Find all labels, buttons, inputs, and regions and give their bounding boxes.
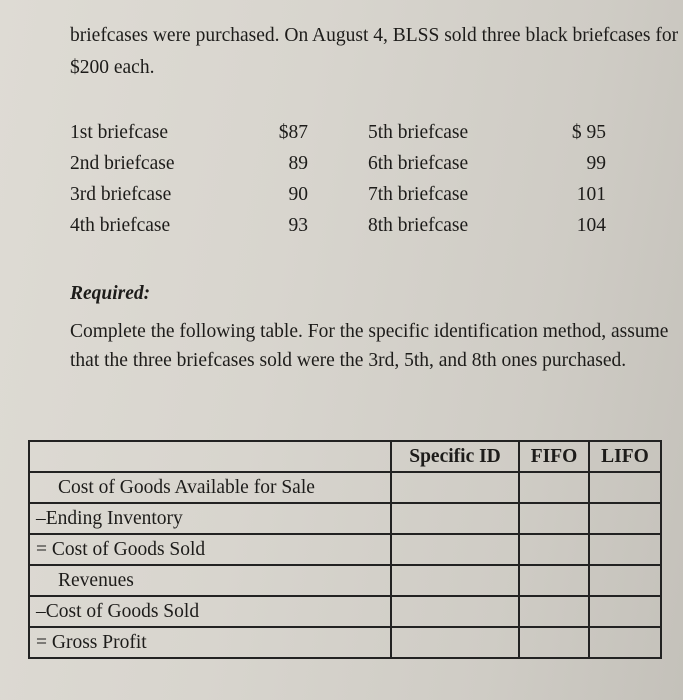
answer-cell[interactable]: [519, 596, 589, 627]
answer-cell[interactable]: [519, 627, 589, 658]
table-row: [29, 627, 661, 658]
table-row: [29, 596, 661, 627]
answer-cell[interactable]: [391, 534, 519, 565]
answer-cell[interactable]: [589, 472, 661, 503]
answer-cell[interactable]: [519, 534, 589, 565]
row-label: Revenues: [29, 565, 391, 596]
briefcase-label: 1st briefcase: [70, 122, 168, 143]
briefcase-label: 6th briefcase: [368, 153, 469, 174]
table-row: [29, 534, 661, 565]
answer-cell[interactable]: [589, 596, 661, 627]
answer-cell[interactable]: [519, 472, 589, 503]
briefcase-label: 7th briefcase: [368, 184, 469, 205]
answer-cell[interactable]: [519, 503, 589, 534]
answer-cell[interactable]: [391, 472, 519, 503]
briefcase-price: 101: [576, 184, 606, 205]
table-row: [29, 472, 661, 503]
row-label: –Cost of Goods Sold: [29, 596, 391, 627]
row-label: –Ending Inventory: [29, 503, 391, 534]
answer-cell[interactable]: [519, 565, 589, 596]
briefcase-price: 99: [586, 153, 606, 174]
header-specific-id: Specific ID: [391, 441, 519, 472]
header-fifo: FIFO: [519, 441, 589, 472]
answer-cell[interactable]: [391, 596, 519, 627]
briefcase-label: 4th briefcase: [70, 215, 171, 236]
row-label: = Gross Profit: [29, 627, 391, 658]
required-heading: Required:: [70, 283, 151, 304]
row-label: = Cost of Goods Sold: [29, 534, 391, 565]
answer-cell[interactable]: [391, 627, 519, 658]
briefcase-price: $ 95: [571, 122, 606, 143]
briefcase-label: 5th briefcase: [368, 122, 469, 143]
answer-cell[interactable]: [391, 565, 519, 596]
briefcase-price: 90: [288, 184, 308, 205]
answer-table: [28, 440, 662, 659]
table-row: [29, 503, 661, 534]
briefcase-price: 93: [288, 215, 308, 236]
table-blank-cell: [29, 441, 391, 472]
answer-cell[interactable]: [589, 627, 661, 658]
required-instructions: Complete the following table. For the specific identification method, assume that the three briefcases sold were the 3rd, 5th, and 8th ones purchased.: [70, 321, 669, 371]
header-lifo: LIFO: [589, 441, 661, 472]
briefcase-label: 2nd briefcase: [70, 153, 175, 174]
briefcase-price: 104: [576, 215, 606, 236]
briefcase-label: 3rd briefcase: [70, 184, 172, 205]
table-header-row: [29, 441, 661, 472]
intro-paragraph: briefcases were purchased. On August 4, BLSS sold three black briefcases for $200 each.: [70, 25, 679, 78]
answer-cell[interactable]: [589, 503, 661, 534]
briefcase-price: $87: [278, 122, 308, 143]
row-label: Cost of Goods Available for Sale: [29, 472, 391, 503]
briefcase-label: 8th briefcase: [368, 215, 469, 236]
table-row: [29, 565, 661, 596]
briefcase-price: 89: [288, 153, 308, 174]
answer-cell[interactable]: [391, 503, 519, 534]
answer-cell[interactable]: [589, 534, 661, 565]
answer-cell[interactable]: [589, 565, 661, 596]
